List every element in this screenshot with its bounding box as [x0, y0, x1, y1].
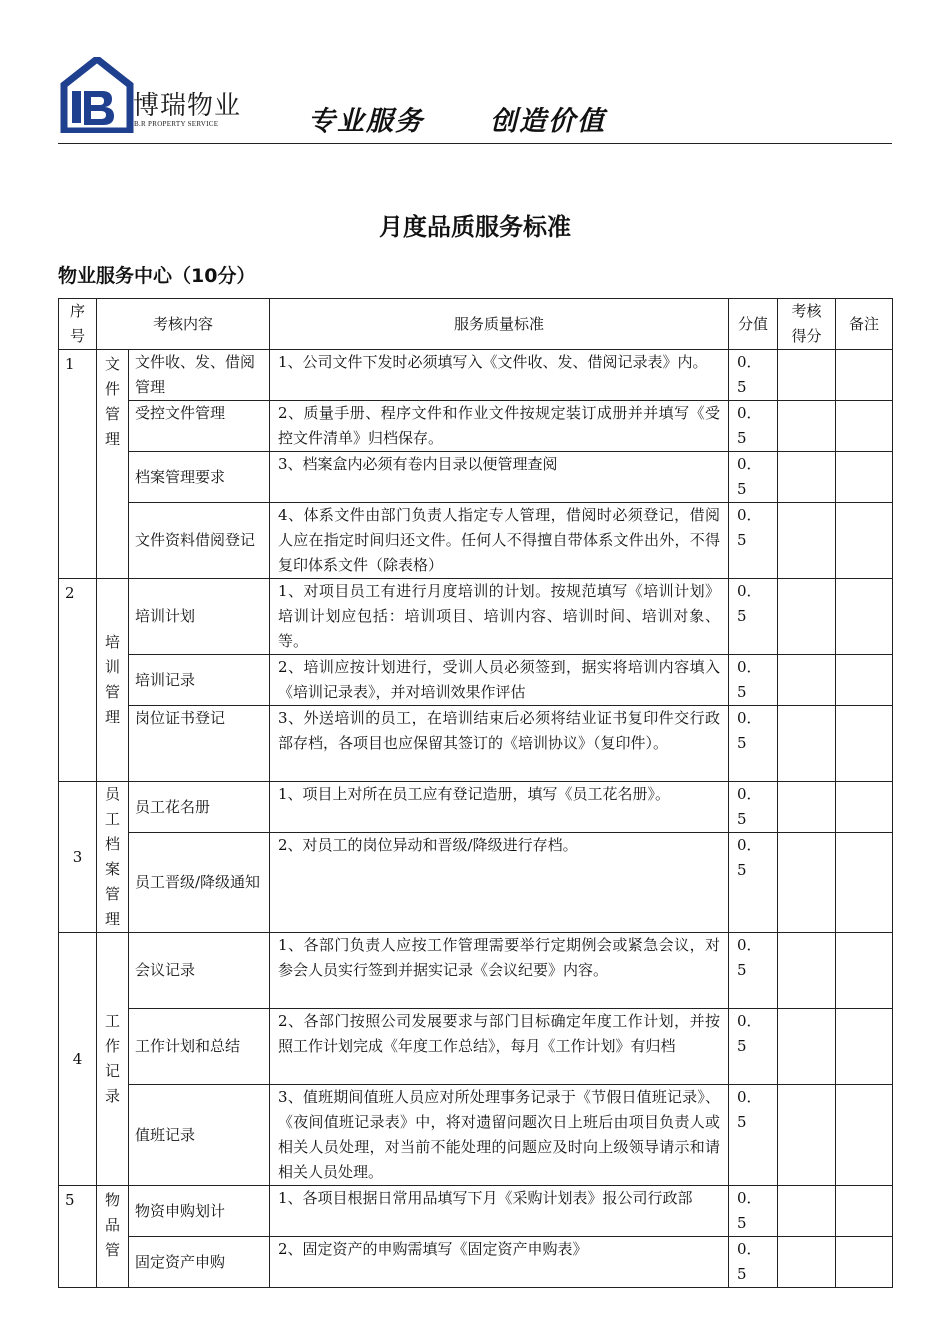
got-cell — [778, 706, 836, 782]
item-cell: 文件资料借阅登记 — [129, 503, 270, 579]
standard-cell: 4、体系文件由部门负责人指定专人管理，借阅时必须登记，借阅人应在指定时间归还文件。任何人不得擅自带体系文件出外，不得复印体系文件（除表格） — [270, 503, 729, 579]
table-row — [59, 350, 893, 401]
standard-cell: 2、培训应按计划进行，受训人员必须签到，据实将培训内容填入《培训记录表》，并对培训效果作评估 — [270, 655, 729, 706]
group-number: 2 — [59, 579, 97, 782]
got-cell — [778, 1186, 836, 1237]
note-cell — [836, 655, 893, 706]
note-cell — [836, 1085, 893, 1186]
document-title: 月度品质服务标准 — [379, 213, 571, 241]
standard-cell: 1、公司文件下发时必须填写入《文件收、发、借阅记录表》内。 — [270, 350, 729, 401]
score-cell: 0．5 — [729, 1237, 778, 1288]
note-cell — [836, 782, 893, 833]
table-row — [59, 782, 893, 833]
standard-cell: 1、项目上对所在员工应有登记造册，填写《员工花名册》。 — [270, 782, 729, 833]
brand-name: 博瑞物业 — [133, 91, 242, 121]
score-cell: 0．5 — [729, 401, 778, 452]
item-cell: 会议记录 — [129, 933, 270, 1009]
score-cell: 0．5 — [729, 833, 778, 933]
table-row — [59, 1009, 893, 1085]
standard-cell: 2、对员工的岗位异动和晋级/降级进行存档。 — [270, 833, 729, 933]
company-logo-icon — [60, 57, 134, 133]
group-number: 3 — [59, 782, 97, 933]
section-title: 物业服务中心（10分） — [58, 265, 256, 287]
group-category: 工作记录 — [97, 933, 129, 1186]
got-cell — [778, 1009, 836, 1085]
got-cell — [778, 933, 836, 1009]
note-cell — [836, 579, 893, 655]
header-item: 考核内容 — [97, 299, 270, 350]
item-cell: 档案管理要求 — [129, 452, 270, 503]
standard-cell: 1、各项目根据日常用品填写下月《采购计划表》报公司行政部 — [270, 1186, 729, 1237]
table-row — [59, 401, 893, 452]
group-number: 4 — [59, 933, 97, 1186]
item-cell: 固定资产申购 — [129, 1237, 270, 1288]
header-seq: 序号 — [59, 299, 97, 350]
table-header-row — [59, 299, 893, 350]
got-cell — [778, 655, 836, 706]
standard-cell: 1、对项目员工有进行月度培训的计划。按规范填写《培训计划》培训计划应包括：培训项目、培训内容、培训时间、培训对象、等。 — [270, 579, 729, 655]
note-cell — [836, 833, 893, 933]
item-cell: 值班记录 — [129, 1085, 270, 1186]
note-cell — [836, 706, 893, 782]
standard-cell: 3、值班期间值班人员应对所处理事务记录于《节假日值班记录》、《夜间值班记录表》中，将对遗留问题次日上班后由项目负责人或相关人员处理，对当前不能处理的问题应及时向上级领导请示和请相关人员处理。 — [270, 1085, 729, 1186]
item-cell: 工作计划和总结 — [129, 1009, 270, 1085]
got-cell — [778, 782, 836, 833]
score-cell: 0．5 — [729, 933, 778, 1009]
header-divider — [58, 143, 892, 144]
item-cell: 岗位证书登记 — [129, 706, 270, 782]
table-row — [59, 655, 893, 706]
got-cell — [778, 452, 836, 503]
header-got: 考核得分 — [778, 299, 836, 350]
score-cell: 0．5 — [729, 706, 778, 782]
header-standard: 服务质量标准 — [270, 299, 729, 350]
slogan-part-1: 专业服务 — [308, 106, 424, 137]
table-row — [59, 503, 893, 579]
standard-cell: 2、质量手册、程序文件和作业文件按规定装订成册并并填写《受控文件清单》归档保存。 — [270, 401, 729, 452]
note-cell — [836, 503, 893, 579]
note-cell — [836, 401, 893, 452]
table-row — [59, 452, 893, 503]
standard-cell: 2、固定资产的申购需填写《固定资产申购表》 — [270, 1237, 729, 1288]
got-cell — [778, 579, 836, 655]
score-cell: 0．5 — [729, 655, 778, 706]
standard-cell: 1、各部门负责人应按工作管理需要举行定期例会或紧急会议，对参会人员实行签到并据实记录《会议纪要》内容。 — [270, 933, 729, 1009]
table-row — [59, 933, 893, 1009]
brand-subtitle: B.R PROPERTY SERVICE — [134, 120, 219, 128]
score-cell: 0．5 — [729, 350, 778, 401]
quality-standard-table — [58, 298, 893, 1288]
got-cell — [778, 833, 836, 933]
item-cell: 培训记录 — [129, 655, 270, 706]
got-cell — [778, 401, 836, 452]
group-number: 1 — [59, 350, 97, 579]
group-category: 员工档案管理 — [97, 782, 129, 933]
group-category: 物品管 — [97, 1186, 129, 1288]
standard-cell: 2、各部门按照公司发展要求与部门目标确定年度工作计划，并按照工作计划完成《年度工作总结》，每月《工作计划》有归档 — [270, 1009, 729, 1085]
got-cell — [778, 1237, 836, 1288]
note-cell — [836, 933, 893, 1009]
score-cell: 0．5 — [729, 1186, 778, 1237]
header-score: 分值 — [729, 299, 778, 350]
item-cell: 员工晋级/降级通知 — [129, 833, 270, 933]
score-cell: 0．5 — [729, 1085, 778, 1186]
got-cell — [778, 503, 836, 579]
table-row — [59, 833, 893, 933]
table-row — [59, 1186, 893, 1237]
score-cell: 0．5 — [729, 782, 778, 833]
score-cell: 0．5 — [729, 452, 778, 503]
standard-cell: 3、档案盒内必须有卷内目录以便管理查阅 — [270, 452, 729, 503]
table-row — [59, 1237, 893, 1288]
group-category: 培训管理 — [97, 579, 129, 782]
note-cell — [836, 1186, 893, 1237]
group-number: 5 — [59, 1186, 97, 1288]
header-note: 备注 — [836, 299, 893, 350]
note-cell — [836, 1237, 893, 1288]
table-row — [59, 1085, 893, 1186]
got-cell — [778, 350, 836, 401]
item-cell: 文件收、发、借阅管理 — [129, 350, 270, 401]
standard-cell: 3、外送培训的员工，在培训结束后必须将结业证书复印件交行政部存档，各项目也应保留其签订的《培训协议》（复印件）。 — [270, 706, 729, 782]
got-cell — [778, 1085, 836, 1186]
item-cell: 受控文件管理 — [129, 401, 270, 452]
slogan-part-2: 创造价值 — [490, 106, 606, 137]
item-cell: 物资申购划计 — [129, 1186, 270, 1237]
item-cell: 培训计划 — [129, 579, 270, 655]
group-category: 文件管理 — [97, 350, 129, 579]
note-cell — [836, 452, 893, 503]
note-cell — [836, 1009, 893, 1085]
table-row — [59, 706, 893, 782]
score-cell: 0．5 — [729, 579, 778, 655]
note-cell — [836, 350, 893, 401]
item-cell: 员工花名册 — [129, 782, 270, 833]
score-cell: 0．5 — [729, 503, 778, 579]
table-row — [59, 579, 893, 655]
score-cell: 0．5 — [729, 1009, 778, 1085]
page-header — [58, 55, 892, 145]
